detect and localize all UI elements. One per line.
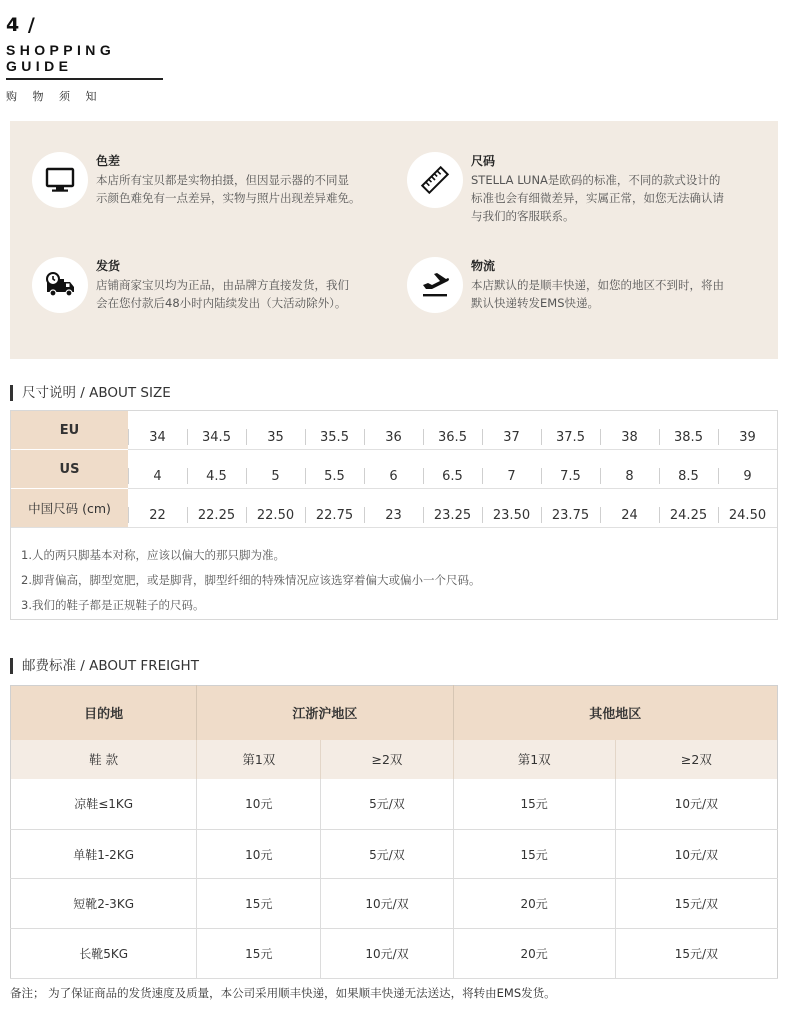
table-cell: 5元/双 (321, 779, 453, 830)
table-cell: 20元 (453, 929, 615, 979)
table-cell: 15元/双 (615, 929, 777, 979)
page-title: SHOPPING GUIDE (6, 42, 163, 80)
col-header-more: ≥2双 (615, 740, 777, 779)
size-cell: 24.50 (718, 489, 777, 527)
guide-desc-line: 本店默认的是顺丰快递，如您的地区不到时，将由 (471, 278, 724, 292)
size-cell: 22.75 (305, 489, 364, 527)
size-note: 1.人的两只脚基本对称，应该以偏大的那只脚为准。 (21, 548, 285, 562)
table-row (11, 779, 778, 830)
table-cell: 15元/双 (615, 879, 777, 929)
table-cell: 15元 (453, 779, 615, 830)
guide-title: 色差 (96, 154, 121, 168)
size-table (10, 410, 778, 620)
size-cell: 35 (246, 411, 305, 449)
freight-subheader-row (11, 740, 778, 779)
guide-item-color (32, 152, 361, 208)
table-row (11, 830, 778, 879)
size-row-label: US (11, 450, 128, 488)
size-cell: 23 (364, 489, 423, 527)
footnote: 备注； 为了保证商品的发货速度及质量，本公司采用顺丰快递，如果顺丰快递无法送达，将转由EMS发货。 (10, 986, 556, 1000)
size-cell: 36.5 (423, 411, 482, 449)
size-cell: 8 (600, 450, 659, 488)
size-cell: 4 (128, 450, 187, 488)
guide-item-logistics (407, 257, 724, 313)
table-cell: 15元 (197, 929, 321, 979)
size-row-us (11, 450, 777, 488)
table-cell: 15元 (453, 830, 615, 879)
size-cell: 34 (128, 411, 187, 449)
col-header-first: 第1双 (453, 740, 615, 779)
size-cell: 36 (364, 411, 423, 449)
freight-section-title: 邮费标准 / ABOUT FREIGHT (10, 658, 199, 674)
size-cell: 37 (482, 411, 541, 449)
size-cell: 6.5 (423, 450, 482, 488)
guide-panel (10, 121, 778, 359)
guide-desc-line: 与我们的客服联系。 (471, 209, 575, 223)
size-notes (21, 543, 480, 618)
size-note: 3.我们的鞋子都是正规鞋子的尺码。 (21, 598, 205, 612)
freight-table (10, 685, 778, 979)
airplane-icon (407, 257, 463, 313)
size-row-label: 中国尺码 (cm) (11, 489, 128, 527)
size-cell: 38 (600, 411, 659, 449)
col-header-more: ≥2双 (321, 740, 453, 779)
size-row-cn (11, 489, 777, 527)
freight-header-row (11, 686, 778, 740)
table-cell: 长靴5KG (11, 929, 197, 979)
guide-title: 物流 (471, 259, 496, 273)
col-header-region-jzh: 江浙沪地区 (197, 686, 453, 740)
page-subtitle: 购 物 须 知 (6, 90, 103, 103)
size-cell: 22 (128, 489, 187, 527)
divider (11, 527, 777, 528)
size-cell: 23.50 (482, 489, 541, 527)
size-cell: 4.5 (187, 450, 246, 488)
guide-desc-line: 本店所有宝贝都是实物拍摄，但因显示器的不同显 (96, 173, 349, 187)
size-cell: 7.5 (541, 450, 600, 488)
guide-desc-line: STELLA LUNA是欧码的标准，不同的款式设计的 (471, 173, 721, 187)
table-cell: 15元 (197, 879, 321, 929)
size-cell: 24.25 (659, 489, 718, 527)
table-cell: 凉鞋≤1KG (11, 779, 197, 830)
section-number: 4 / (6, 14, 36, 36)
table-cell: 10元/双 (615, 779, 777, 830)
size-cell: 5 (246, 450, 305, 488)
size-cell: 24 (600, 489, 659, 527)
col-header-destination: 目的地 (11, 686, 197, 740)
size-section-title: 尺寸说明 / ABOUT SIZE (10, 385, 171, 401)
size-cell: 8.5 (659, 450, 718, 488)
size-cell: 38.5 (659, 411, 718, 449)
size-cell: 23.25 (423, 489, 482, 527)
table-cell: 5元/双 (321, 830, 453, 879)
page-header (6, 14, 163, 104)
col-header-region-other: 其他地区 (453, 686, 777, 740)
size-cell: 35.5 (305, 411, 364, 449)
guide-desc-line: 店铺商家宝贝均为正品，由品牌方直接发货，我们 (96, 278, 349, 292)
size-cell: 7 (482, 450, 541, 488)
size-cell: 34.5 (187, 411, 246, 449)
size-cell: 37.5 (541, 411, 600, 449)
size-cell: 23.75 (541, 489, 600, 527)
table-cell: 10元/双 (321, 929, 453, 979)
table-cell: 20元 (453, 879, 615, 929)
size-cell: 9 (718, 450, 777, 488)
guide-item-size (407, 152, 724, 225)
monitor-icon (32, 152, 88, 208)
guide-item-shipping (32, 257, 349, 313)
guide-desc-line: 示颜色难免有一点差异，实物与照片出现差异难免。 (96, 191, 361, 205)
guide-desc-line: 默认快递转发EMS快递。 (471, 296, 599, 310)
size-cell: 39 (718, 411, 777, 449)
guide-desc-line: 会在您付款后48小时内陆续发出（大活动除外）。 (96, 296, 347, 310)
table-cell: 10元/双 (321, 879, 453, 929)
size-cell: 22.25 (187, 489, 246, 527)
guide-title: 发货 (96, 259, 121, 273)
table-cell: 单鞋1-2KG (11, 830, 197, 879)
table-row (11, 929, 778, 979)
table-cell: 10元/双 (615, 830, 777, 879)
col-header-style: 鞋 款 (11, 740, 197, 779)
guide-title: 尺码 (471, 154, 496, 168)
delivery-truck-icon (32, 257, 88, 313)
size-row-label: EU (11, 411, 128, 449)
size-note: 2.脚背偏高，脚型宽肥，或是脚背，脚型纤细的特殊情况应该选穿着偏大或偏小一个尺码。 (21, 573, 481, 587)
size-cell: 5.5 (305, 450, 364, 488)
table-cell: 10元 (197, 779, 321, 830)
size-row-eu (11, 411, 777, 449)
table-cell: 10元 (197, 830, 321, 879)
col-header-first: 第1双 (197, 740, 321, 779)
table-row (11, 879, 778, 929)
guide-desc-line: 标准也会有细微差异，实属正常，如您无法确认请 (471, 191, 724, 205)
size-cell: 6 (364, 450, 423, 488)
size-cell: 22.50 (246, 489, 305, 527)
table-cell: 短靴2-3KG (11, 879, 197, 929)
ruler-icon (407, 152, 463, 208)
